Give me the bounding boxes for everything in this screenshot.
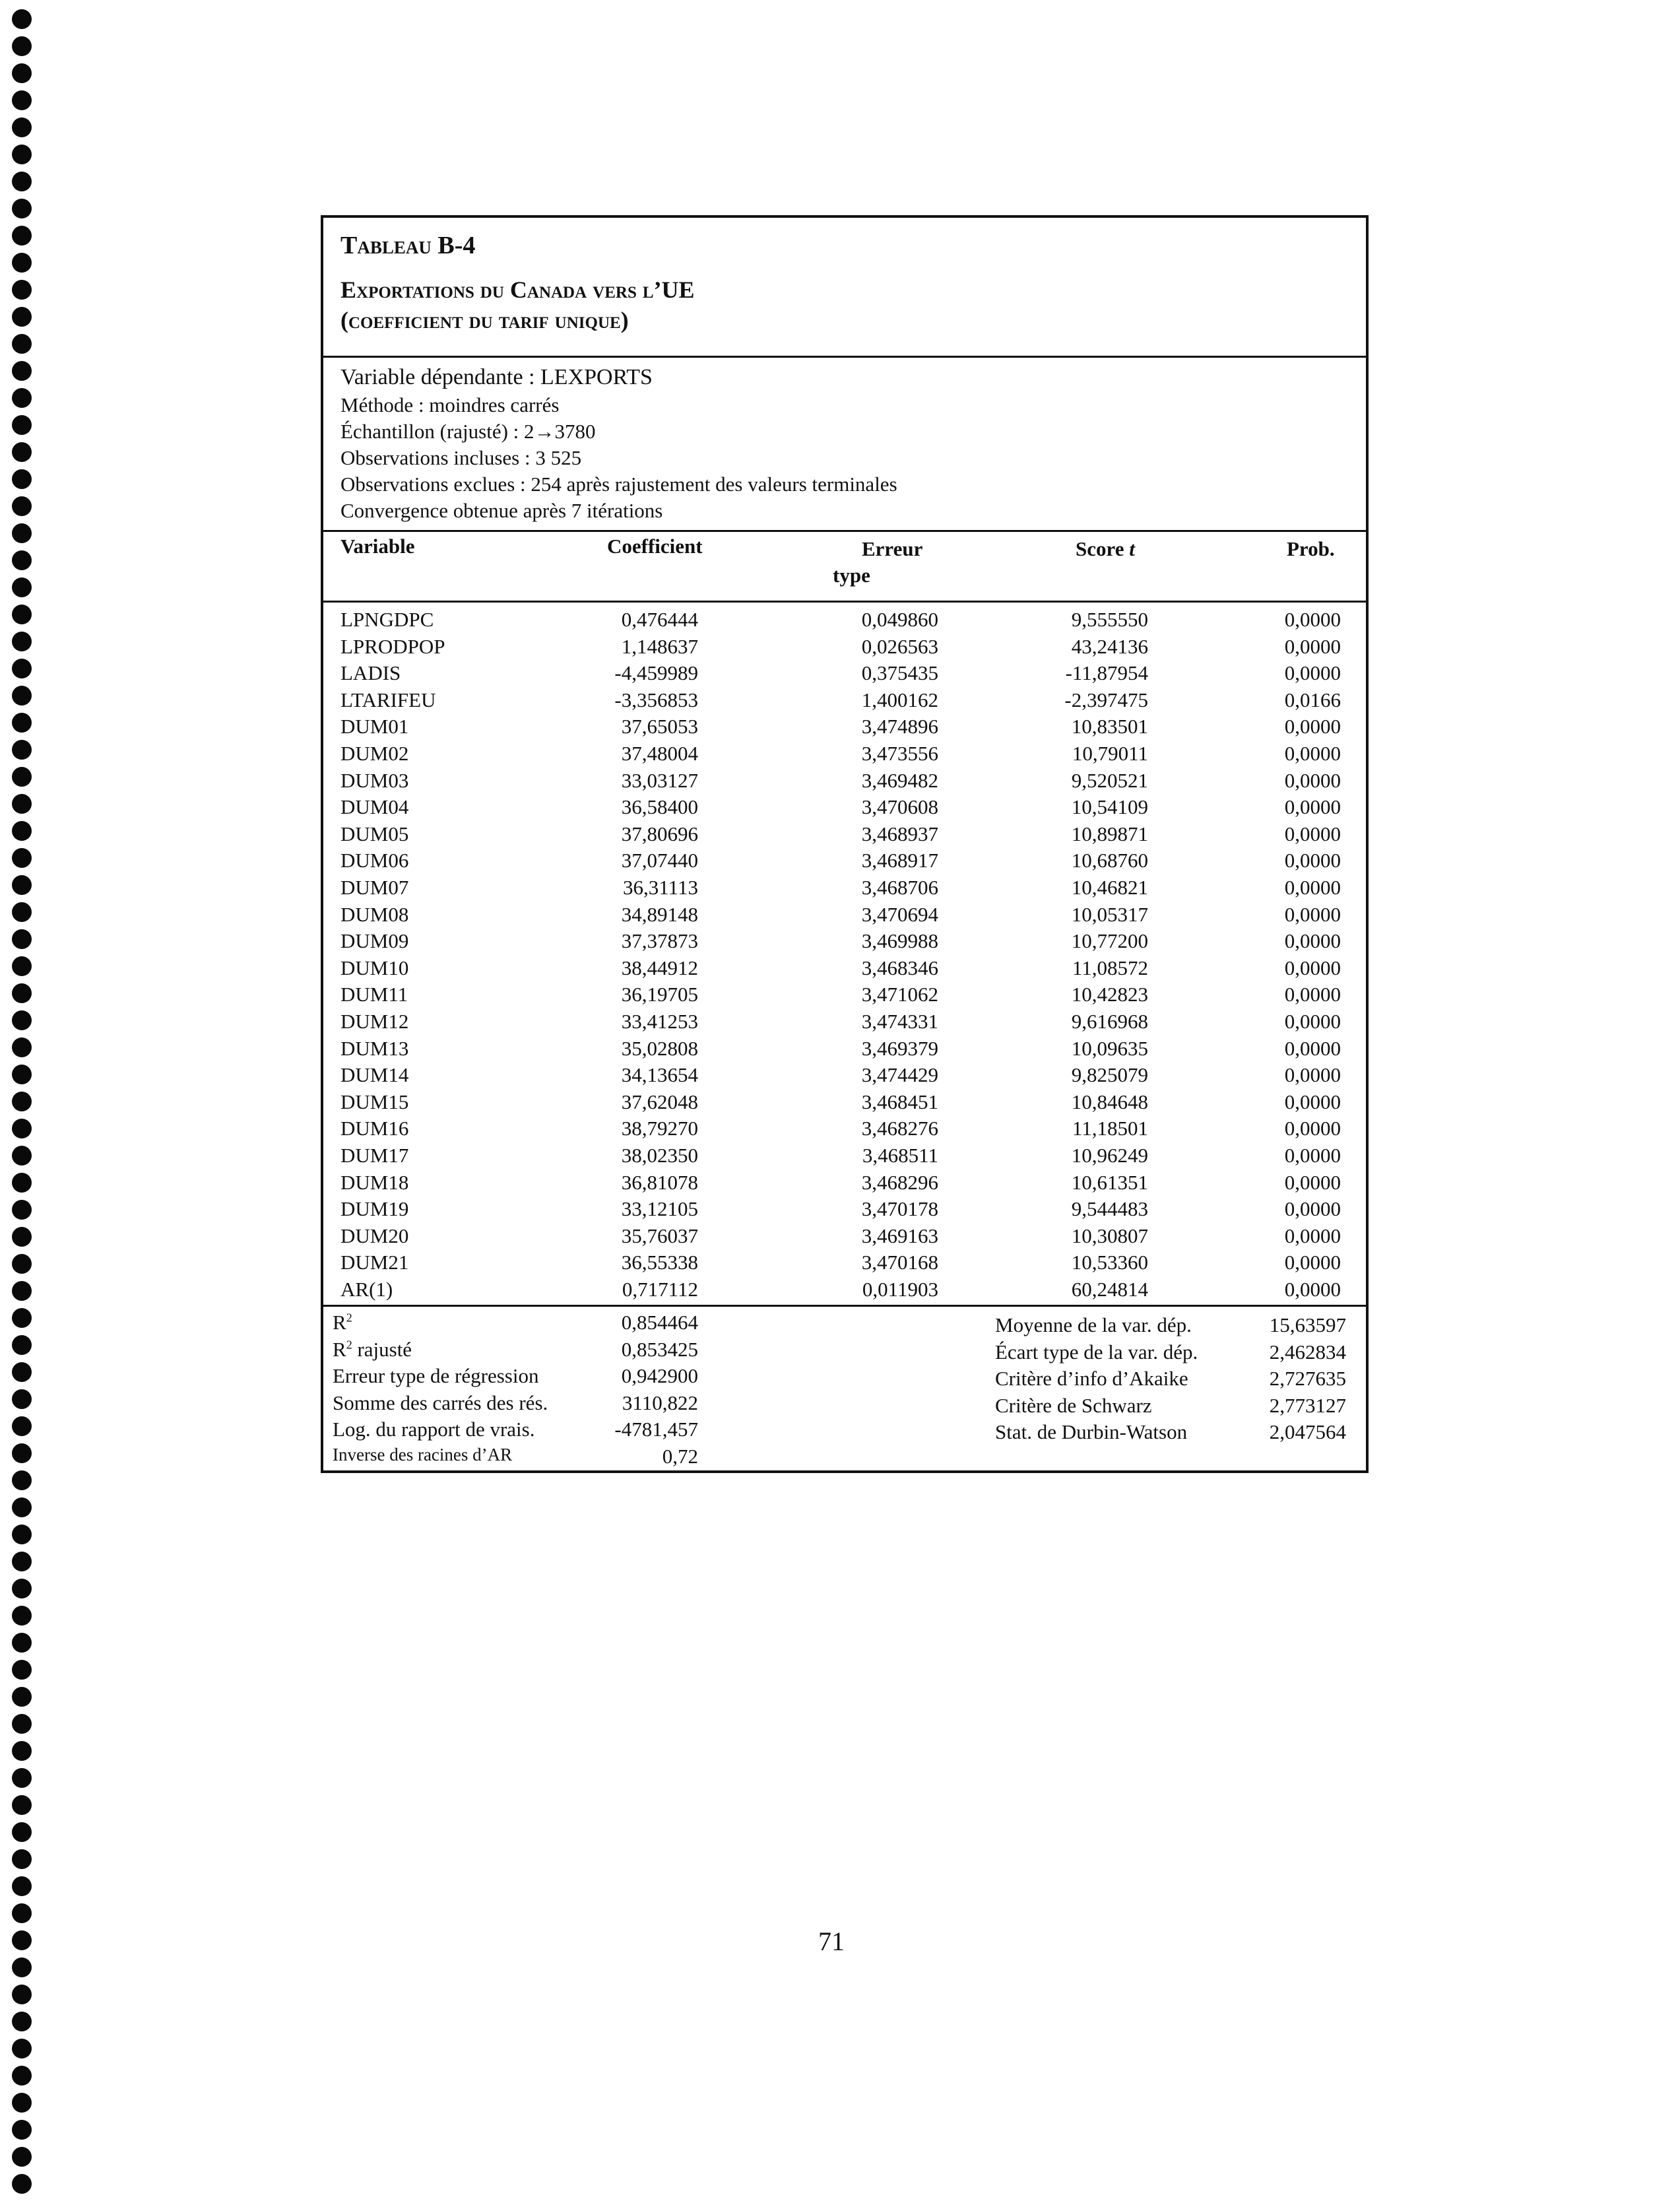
- binder-hole: [12, 1281, 32, 1301]
- variable-name: DUM19: [340, 1197, 409, 1221]
- t-score-value: 10,89871: [1071, 822, 1148, 845]
- std-error-value: 3,468511: [862, 1144, 938, 1167]
- binder-hole: [12, 334, 32, 354]
- variable-name: DUM14: [340, 1063, 409, 1087]
- binder-holes: [12, 0, 34, 2203]
- header-prob: Prob.: [1287, 537, 1335, 560]
- coefficient-value: 33,03127: [621, 768, 698, 792]
- binder-hole: [12, 280, 32, 300]
- binder-hole: [12, 1714, 32, 1734]
- std-error-value: 1,400162: [861, 688, 938, 711]
- binder-hole: [12, 1389, 32, 1409]
- meta-dependent-variable: Variable dépendante : LEXPORTS: [340, 365, 653, 389]
- t-score-value: 10,79011: [1072, 742, 1148, 765]
- coefficient-value: 36,31113: [623, 876, 698, 899]
- table-row: [323, 903, 1366, 929]
- binder-hole: [12, 1119, 32, 1138]
- probability-value: 0,0000: [1284, 1170, 1341, 1194]
- binder-hole: [12, 172, 32, 191]
- probability-value: 0,0000: [1284, 876, 1341, 899]
- stat-value: 0,853425: [621, 1337, 698, 1361]
- coefficient-value: 36,58400: [621, 795, 698, 819]
- header-error-line1: Erreur: [862, 537, 923, 560]
- binder-hole: [12, 740, 32, 760]
- std-error-value: 3,468296: [861, 1170, 938, 1194]
- header-score-label: Score: [1076, 537, 1124, 560]
- table-row: [323, 1117, 1366, 1143]
- std-error-value: 0,375435: [861, 661, 938, 685]
- probability-value: 0,0000: [1284, 1251, 1341, 1274]
- binder-hole: [12, 821, 32, 841]
- binder-hole: [12, 848, 32, 868]
- coefficient-value: 0,476444: [621, 608, 698, 631]
- stat-label-text: Somme des carrés des rés.: [333, 1391, 548, 1414]
- coefficient-value: 1,148637: [621, 634, 698, 658]
- binder-hole: [12, 36, 32, 56]
- coefficient-value: -4,459989: [614, 661, 698, 685]
- table-row: [323, 1063, 1366, 1090]
- coefficient-value: 35,76037: [621, 1224, 698, 1247]
- variable-name: DUM18: [340, 1170, 409, 1194]
- t-score-value: 10,84648: [1071, 1090, 1148, 1113]
- coefficient-value: 33,41253: [621, 1010, 698, 1033]
- variable-name: DUM05: [340, 822, 409, 845]
- binder-hole: [12, 2012, 32, 2031]
- table-row: [323, 1037, 1366, 1063]
- binder-hole: [12, 902, 32, 922]
- binder-hole: [12, 1633, 32, 1653]
- binder-hole: [12, 1065, 32, 1084]
- std-error-value: 3,469163: [861, 1224, 938, 1247]
- binder-hole: [12, 1795, 32, 1815]
- table-row: [323, 849, 1366, 875]
- table-label: Tableau B-4: [340, 232, 476, 259]
- column-headers: [323, 532, 1366, 603]
- stat-label: Critère d’info d’Akaike: [995, 1367, 1188, 1390]
- variable-name: DUM15: [340, 1090, 409, 1113]
- binder-hole: [12, 956, 32, 976]
- std-error-value: 3,474429: [861, 1063, 938, 1087]
- binder-hole: [12, 686, 32, 706]
- binder-hole: [12, 1173, 32, 1193]
- binder-hole: [12, 1876, 32, 1896]
- t-score-value: 10,05317: [1071, 902, 1148, 926]
- binder-hole: [12, 2066, 32, 2086]
- std-error-value: 0,026563: [861, 634, 938, 658]
- coefficient-grid: [323, 532, 1366, 1470]
- stat-label: [333, 1311, 352, 1334]
- probability-value: 0,0000: [1284, 1063, 1341, 1087]
- table-row: [323, 1144, 1366, 1170]
- variable-name: DUM09: [340, 929, 409, 953]
- std-error-value: 3,469482: [861, 768, 938, 792]
- binder-hole: [12, 1497, 32, 1517]
- std-error-value: 3,470178: [861, 1197, 938, 1221]
- probability-value: 0,0000: [1284, 1278, 1341, 1301]
- stat-label-superscript: 2: [346, 1338, 352, 1352]
- binder-hole: [12, 983, 32, 1003]
- t-score-value: 10,42823: [1071, 983, 1148, 1006]
- stat-label: [333, 1364, 538, 1388]
- binder-hole: [12, 1254, 32, 1274]
- binder-hole: [12, 1443, 32, 1463]
- probability-value: 0,0000: [1284, 742, 1341, 765]
- probability-value: 0,0000: [1284, 822, 1341, 845]
- probability-value: 0,0000: [1284, 1144, 1341, 1167]
- probability-value: 0,0000: [1284, 1197, 1341, 1221]
- stat-label-superscript: 2: [346, 1311, 352, 1325]
- table-row: [323, 956, 1366, 983]
- coefficient-value: 36,81078: [621, 1170, 698, 1194]
- std-error-value: 3,469379: [861, 1036, 938, 1060]
- binder-hole: [12, 2147, 32, 2167]
- binder-hole: [12, 1606, 32, 1626]
- table-row: [323, 983, 1366, 1009]
- t-score-value: 10,61351: [1071, 1170, 1148, 1194]
- probability-value: 0,0000: [1284, 768, 1341, 792]
- probability-value: 0,0166: [1284, 688, 1341, 711]
- binder-hole: [12, 1335, 32, 1355]
- std-error-value: 3,468706: [861, 876, 938, 899]
- std-error-value: 3,468937: [861, 822, 938, 845]
- meta-excluded-observations: Observations exclues : 254 après rajustement des valeurs terminales: [340, 473, 897, 496]
- t-score-value: 43,24136: [1071, 634, 1148, 658]
- stat-label-text: Inverse des racines d’AR: [333, 1444, 513, 1464]
- variable-name: DUM06: [340, 849, 409, 872]
- binder-hole: [12, 253, 32, 273]
- binder-hole: [12, 442, 32, 462]
- table-row: [323, 769, 1366, 795]
- coefficient-value: 37,65053: [621, 715, 698, 739]
- binder-hole: [12, 496, 32, 516]
- variable-name: DUM04: [340, 795, 409, 819]
- stat-label: Moyenne de la var. dép.: [995, 1313, 1192, 1336]
- probability-value: 0,0000: [1284, 983, 1341, 1006]
- variable-name: DUM20: [340, 1224, 409, 1247]
- probability-value: 0,0000: [1284, 1010, 1341, 1033]
- std-error-value: 3,469988: [861, 929, 938, 953]
- header-variable: Variable: [340, 535, 415, 558]
- binder-hole: [12, 1957, 32, 1977]
- probability-value: 0,0000: [1284, 1036, 1341, 1060]
- stat-label-text: R: [333, 1311, 346, 1334]
- binder-hole: [12, 1470, 32, 1490]
- std-error-value: 3,468917: [861, 849, 938, 872]
- std-error-value: 3,473556: [861, 742, 938, 765]
- table-title-block: [323, 218, 1366, 358]
- t-score-value: 10,68760: [1071, 849, 1148, 872]
- t-score-value: 9,520521: [1071, 768, 1148, 792]
- probability-value: 0,0000: [1284, 1090, 1341, 1113]
- coefficient-value: -3,356853: [614, 688, 698, 711]
- coefficient-value: 33,12105: [621, 1197, 698, 1221]
- probability-value: 0,0000: [1284, 634, 1341, 658]
- t-score-value: -2,397475: [1064, 688, 1148, 711]
- probability-value: 0,0000: [1284, 1224, 1341, 1247]
- probability-value: 0,0000: [1284, 849, 1341, 872]
- std-error-value: 3,468346: [861, 956, 938, 979]
- t-score-value: 10,77200: [1071, 929, 1148, 953]
- t-score-value: 10,46821: [1071, 876, 1148, 899]
- stat-label-suffix: rajusté: [352, 1337, 412, 1361]
- probability-value: 0,0000: [1284, 795, 1341, 819]
- probability-value: 0,0000: [1284, 902, 1341, 926]
- binder-hole: [12, 1362, 32, 1382]
- meta-convergence: Convergence obtenue après 7 itérations: [340, 499, 663, 522]
- table-row: [323, 1251, 1366, 1277]
- binder-hole: [12, 2093, 32, 2113]
- binder-hole: [12, 577, 32, 597]
- table-row: [323, 1278, 1366, 1304]
- summary-statistics: [323, 1307, 1366, 1470]
- binder-hole: [12, 469, 32, 489]
- std-error-value: 3,470608: [861, 795, 938, 819]
- meta-method: Méthode : moindres carrés: [340, 393, 560, 416]
- t-score-value: 10,96249: [1071, 1144, 1148, 1167]
- stat-label-text: R: [333, 1337, 346, 1361]
- binder-hole: [12, 794, 32, 814]
- t-score-value: 11,18501: [1072, 1117, 1148, 1140]
- variable-name: DUM12: [340, 1010, 409, 1033]
- model-metadata: [323, 358, 1366, 532]
- binder-hole: [12, 875, 32, 895]
- stat-value: 0,72: [662, 1444, 698, 1468]
- binder-hole: [12, 2174, 32, 2194]
- binder-hole: [12, 1985, 32, 2004]
- binder-hole: [12, 1741, 32, 1761]
- table-row: [323, 1197, 1366, 1224]
- binder-hole: [12, 199, 32, 218]
- binder-hole: [12, 1552, 32, 1571]
- binder-hole: [12, 90, 32, 110]
- stat-value: 2,727635: [1269, 1367, 1346, 1390]
- binder-hole: [12, 929, 32, 949]
- variable-name: LTARIFEU: [340, 688, 436, 711]
- coefficient-value: 38,79270: [621, 1117, 698, 1140]
- stat-value: -4781,457: [614, 1418, 698, 1441]
- stat-value: 0,854464: [621, 1311, 698, 1334]
- probability-value: 0,0000: [1284, 929, 1341, 953]
- coefficient-value: 38,02350: [621, 1144, 698, 1167]
- binder-hole: [12, 550, 32, 570]
- binder-hole: [12, 1308, 32, 1328]
- header-score-t: t: [1129, 537, 1135, 560]
- binder-hole: [12, 63, 32, 83]
- t-score-value: 10,09635: [1071, 1036, 1148, 1060]
- binder-hole: [12, 1037, 32, 1057]
- binder-hole: [12, 1849, 32, 1869]
- variable-name: DUM02: [340, 742, 409, 765]
- variable-name: DUM08: [340, 902, 409, 926]
- binder-hole: [12, 767, 32, 787]
- t-score-value: 10,53360: [1071, 1251, 1148, 1274]
- binder-hole: [12, 9, 32, 29]
- binder-hole: [12, 226, 32, 246]
- binder-hole: [12, 2039, 32, 2058]
- binder-hole: [12, 1010, 32, 1030]
- stat-label: Écart type de la var. dép.: [995, 1340, 1198, 1364]
- coefficient-value: 34,89148: [621, 902, 698, 926]
- coefficient-value: 37,07440: [621, 849, 698, 872]
- coefficient-value: 34,13654: [621, 1063, 698, 1087]
- std-error-value: 3,474896: [861, 715, 938, 739]
- variable-name: DUM17: [340, 1144, 409, 1167]
- header-error-line2: type: [833, 564, 870, 587]
- variable-name: DUM07: [340, 876, 409, 899]
- std-error-value: 3,470694: [861, 902, 938, 926]
- meta-sample: Échantillon (rajusté) : 2→3780: [340, 420, 596, 443]
- binder-hole: [12, 1660, 32, 1680]
- t-score-value: 9,616968: [1071, 1010, 1148, 1033]
- binder-hole: [12, 2120, 32, 2140]
- binder-hole: [12, 117, 32, 137]
- coefficient-rows: [323, 603, 1366, 1307]
- variable-name: DUM01: [340, 715, 409, 739]
- std-error-value: 3,468451: [861, 1090, 938, 1113]
- probability-value: 0,0000: [1284, 1117, 1341, 1140]
- binder-hole: [12, 1146, 32, 1166]
- t-score-value: 9,825079: [1071, 1063, 1148, 1087]
- binder-hole: [12, 1200, 32, 1220]
- variable-name: LPNGDPC: [340, 608, 434, 631]
- table-title: Exportations du Canada vers l’UE: [340, 277, 695, 303]
- coefficient-value: 38,44912: [621, 956, 698, 979]
- variable-name: LPRODPOP: [340, 634, 445, 658]
- binder-hole: [12, 1930, 32, 1950]
- binder-hole: [12, 659, 32, 678]
- coefficient-value: 37,48004: [621, 742, 698, 765]
- variable-name: DUM10: [340, 956, 409, 979]
- t-score-value: 10,30807: [1071, 1224, 1148, 1247]
- table-row: [323, 795, 1366, 822]
- stat-value: 2,047564: [1269, 1420, 1346, 1443]
- stat-label: Stat. de Durbin-Watson: [995, 1420, 1188, 1443]
- std-error-value: 3,470168: [861, 1251, 938, 1274]
- table-row: [323, 876, 1366, 902]
- table-row: [323, 608, 1366, 634]
- binder-hole: [12, 523, 32, 543]
- variable-name: LADIS: [340, 661, 401, 685]
- t-score-value: 60,24814: [1071, 1278, 1148, 1301]
- stat-value: 2,773127: [1269, 1393, 1346, 1417]
- meta-included-observations: Observations incluses : 3 525: [340, 446, 582, 469]
- std-error-value: 0,049860: [861, 608, 938, 631]
- binder-hole: [12, 388, 32, 408]
- t-score-value: 10,83501: [1071, 715, 1148, 739]
- stat-label: [333, 1391, 548, 1415]
- std-error-value: 3,471062: [861, 983, 938, 1006]
- table-row: [323, 661, 1366, 688]
- variable-name: DUM21: [340, 1251, 409, 1274]
- binder-hole: [12, 1579, 32, 1598]
- table-row: [323, 715, 1366, 741]
- variable-name: DUM16: [340, 1117, 409, 1140]
- binder-hole: [12, 1822, 32, 1842]
- table-row: [323, 688, 1366, 715]
- probability-value: 0,0000: [1284, 956, 1341, 979]
- stat-value: 3110,822: [622, 1391, 698, 1414]
- binder-hole: [12, 415, 32, 435]
- stat-label-text: Log. du rapport de vrais.: [333, 1418, 535, 1441]
- probability-value: 0,0000: [1284, 715, 1341, 739]
- table-row: [323, 1224, 1366, 1251]
- binder-hole: [12, 1525, 32, 1544]
- stat-label: Critère de Schwarz: [995, 1393, 1152, 1417]
- stat-value: 0,942900: [621, 1364, 698, 1387]
- stat-label: [333, 1338, 412, 1362]
- variable-name: AR(1): [340, 1278, 393, 1301]
- coefficient-value: 36,55338: [621, 1251, 698, 1274]
- table-row: [323, 822, 1366, 849]
- t-score-value: 9,555550: [1071, 608, 1148, 631]
- table-subtitle: (coefficient du tarif unique): [340, 307, 629, 333]
- stat-label-text: Erreur type de régression: [333, 1364, 539, 1387]
- t-score-value: 9,544483: [1071, 1197, 1148, 1221]
- binder-hole: [12, 1903, 32, 1923]
- coefficient-value: 35,02808: [621, 1036, 698, 1060]
- table-row: [323, 742, 1366, 768]
- t-score-value: 11,08572: [1072, 956, 1148, 979]
- coefficient-value: 37,62048: [621, 1090, 698, 1113]
- coefficient-value: 37,80696: [621, 822, 698, 845]
- std-error-value: 0,011903: [862, 1278, 938, 1301]
- t-score-value: -11,87954: [1065, 661, 1148, 685]
- probability-value: 0,0000: [1284, 608, 1341, 631]
- binder-hole: [12, 361, 32, 381]
- variable-name: DUM13: [340, 1036, 409, 1060]
- table-row: [323, 1090, 1366, 1117]
- binder-hole: [12, 307, 32, 327]
- binder-hole: [12, 1687, 32, 1707]
- regression-table: [321, 215, 1369, 1473]
- binder-hole: [12, 605, 32, 624]
- coefficient-value: 36,19705: [621, 983, 698, 1006]
- binder-hole: [12, 632, 32, 651]
- table-row: [323, 635, 1366, 661]
- binder-hole: [12, 145, 32, 164]
- binder-hole: [12, 1092, 32, 1111]
- page-number: 71: [818, 1926, 845, 1956]
- table-row: [323, 1010, 1366, 1036]
- variable-name: DUM11: [340, 983, 408, 1006]
- std-error-value: 3,474331: [861, 1010, 938, 1033]
- coefficient-value: 37,37873: [621, 929, 698, 953]
- stat-label: [333, 1445, 512, 1465]
- std-error-value: 3,468276: [861, 1117, 938, 1140]
- stat-value: 2,462834: [1269, 1340, 1346, 1364]
- coefficient-value: 0,717112: [622, 1278, 698, 1301]
- header-coefficient: Coefficient: [607, 535, 703, 558]
- table-row: [323, 1171, 1366, 1197]
- t-score-value: 10,54109: [1071, 795, 1148, 819]
- binder-hole: [12, 1227, 32, 1247]
- binder-hole: [12, 713, 32, 733]
- binder-hole: [12, 1768, 32, 1788]
- probability-value: 0,0000: [1284, 661, 1341, 685]
- binder-hole: [12, 1416, 32, 1436]
- table-row: [323, 929, 1366, 956]
- header-score: [1076, 537, 1135, 561]
- variable-name: DUM03: [340, 768, 409, 792]
- stat-label: [333, 1418, 534, 1441]
- stat-value: 15,63597: [1269, 1313, 1346, 1336]
